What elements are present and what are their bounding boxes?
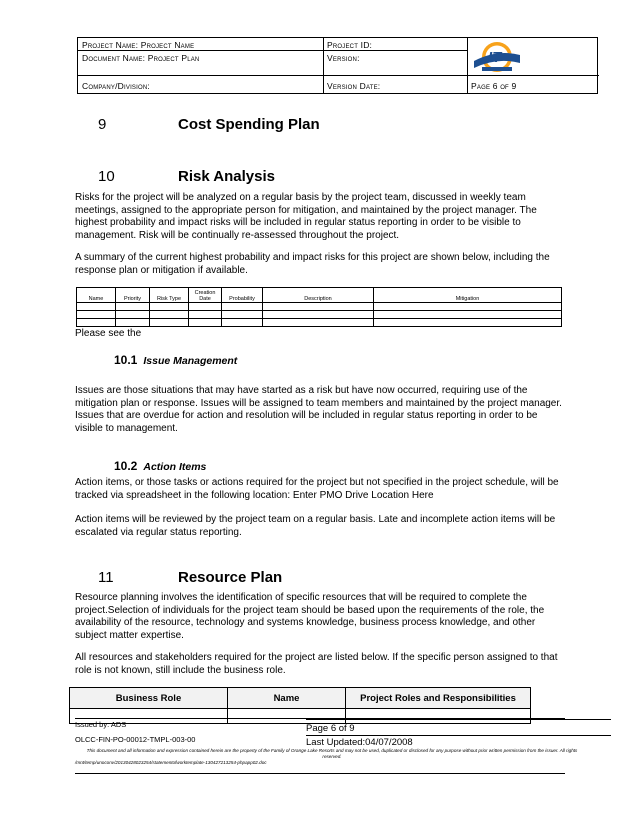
resource-col-name: Name xyxy=(228,688,346,709)
table-row xyxy=(70,709,531,724)
table-row xyxy=(77,303,562,311)
risk-col-creation-date: Creation Date xyxy=(189,288,222,303)
project-name-field: Project Name: Project Name xyxy=(82,40,195,50)
header-divider xyxy=(78,75,599,76)
section-title: Cost Spending Plan xyxy=(178,116,320,133)
footer-page-number: Page 6 of 9 xyxy=(306,723,355,734)
document-code: OLCC-FIN-PO-00012-TMPL-003-00 xyxy=(75,735,196,744)
footer-bottom-rule xyxy=(75,773,565,774)
project-id-field: Project ID: xyxy=(327,40,373,50)
risk-col-name: Name xyxy=(77,288,116,303)
section-title: Resource Plan xyxy=(178,569,283,586)
risk-col-mitigation: Mitigation xyxy=(374,288,562,303)
resources-listed-paragraph: All resources and stakeholders required for the project are listed below. If the specific person assigned to that role is not known, still include the business role. xyxy=(75,652,558,676)
version-date-field: Version Date: xyxy=(327,81,381,91)
document-name-field: Document Name: Project Plan xyxy=(82,53,200,63)
risk-summary-paragraph: A summary of the current highest probability and impact risks for this project are shown below, including the response plan or mitigation if available. xyxy=(75,252,550,276)
last-updated: Last Updated:04/07/2008 xyxy=(306,737,413,748)
risk-col-description: Description xyxy=(263,288,374,303)
resource-plan-paragraph: Resource planning involves the identification of specific resources that will be required to complete the project.Selection of individuals for the project team should be based upon the requirements of the role, the availability of the resource, technology and systems knowledge, business process knowledge, and other subject matter expertise. xyxy=(75,592,545,641)
file-path: /mnt/temp/unoconv/20130428023254/statementofworktemplate-130427213254-phpapp02.doc xyxy=(75,760,267,765)
action-items-paragraph-1: Action items, or those tasks or actions required for the project but not specified in the project schedule, will be tracked via spreadsheet in the following location: Enter PMO Drive Location Here xyxy=(75,477,559,501)
risk-analysis-paragraph: Risks for the project will be analyzed on a regular basis by the project team, discussed in weekly team meetings, assigned to the appropriate person for mitigation, and maintained by the project manager. The highest probability and impact risks will be included in regular status reporting in order to be visible to management. Risk will be continually re-assessed throughout the project. xyxy=(75,192,537,241)
section-10-1-heading xyxy=(114,353,237,367)
issue-management-paragraph: Issues are those situations that may have started as a risk but have now occurred, requiring use of the mitigation plan or response. Issues will be assigned to team members and maintained by the project manager. Issues that are overdue for action and resolution will be included in regular status reporting in order to be visible to management. xyxy=(75,385,562,434)
please-see-text: Please see the xyxy=(75,328,142,339)
version-field: Version: xyxy=(327,53,360,63)
section-number: 11 xyxy=(98,569,114,586)
section-number: 10.1 xyxy=(114,353,138,367)
risk-table-header-row xyxy=(77,288,562,303)
section-number: 10 xyxy=(98,168,115,185)
disclaimer: This document and all information and expression contained herein are the property of the Family of Orange Lake Resorts and may not be used, duplicated or disclosed for any purpose without prior written permission from the issuer. All rights reserved. xyxy=(86,748,578,759)
section-number: 9 xyxy=(98,116,107,133)
footer-rule xyxy=(306,719,611,720)
issued-by: Issued by: ADS xyxy=(75,720,127,729)
risk-col-probability: Probability xyxy=(222,288,263,303)
header-page-number: Page 6 of 9 xyxy=(471,81,517,91)
section-title: Action Items xyxy=(143,461,207,473)
resource-col-business-role: Business Role xyxy=(70,688,228,709)
section-10-2-heading xyxy=(114,459,206,473)
risk-col-priority: Priority xyxy=(116,288,150,303)
footer-rule xyxy=(306,735,611,736)
action-items-paragraph-2: Action items will be reviewed by the project team on a regular basis. Late and incomplete action items will be escalated via regular status reporting. xyxy=(75,514,556,538)
risk-table xyxy=(76,287,562,327)
company-field: Company/Division: xyxy=(82,81,150,91)
logo-text: IT xyxy=(488,49,502,66)
table-row xyxy=(77,319,562,327)
company-logo xyxy=(468,41,526,75)
section-title: Issue Management xyxy=(143,355,238,367)
resource-col-responsibilities: Project Roles and Responsibilities xyxy=(346,688,531,709)
section-number: 10.2 xyxy=(114,459,138,473)
resource-table-header-row xyxy=(70,688,531,709)
section-title: Risk Analysis xyxy=(178,168,275,185)
header-divider xyxy=(78,50,467,51)
table-row xyxy=(77,311,562,319)
risk-col-risk-type: Risk Type xyxy=(150,288,189,303)
